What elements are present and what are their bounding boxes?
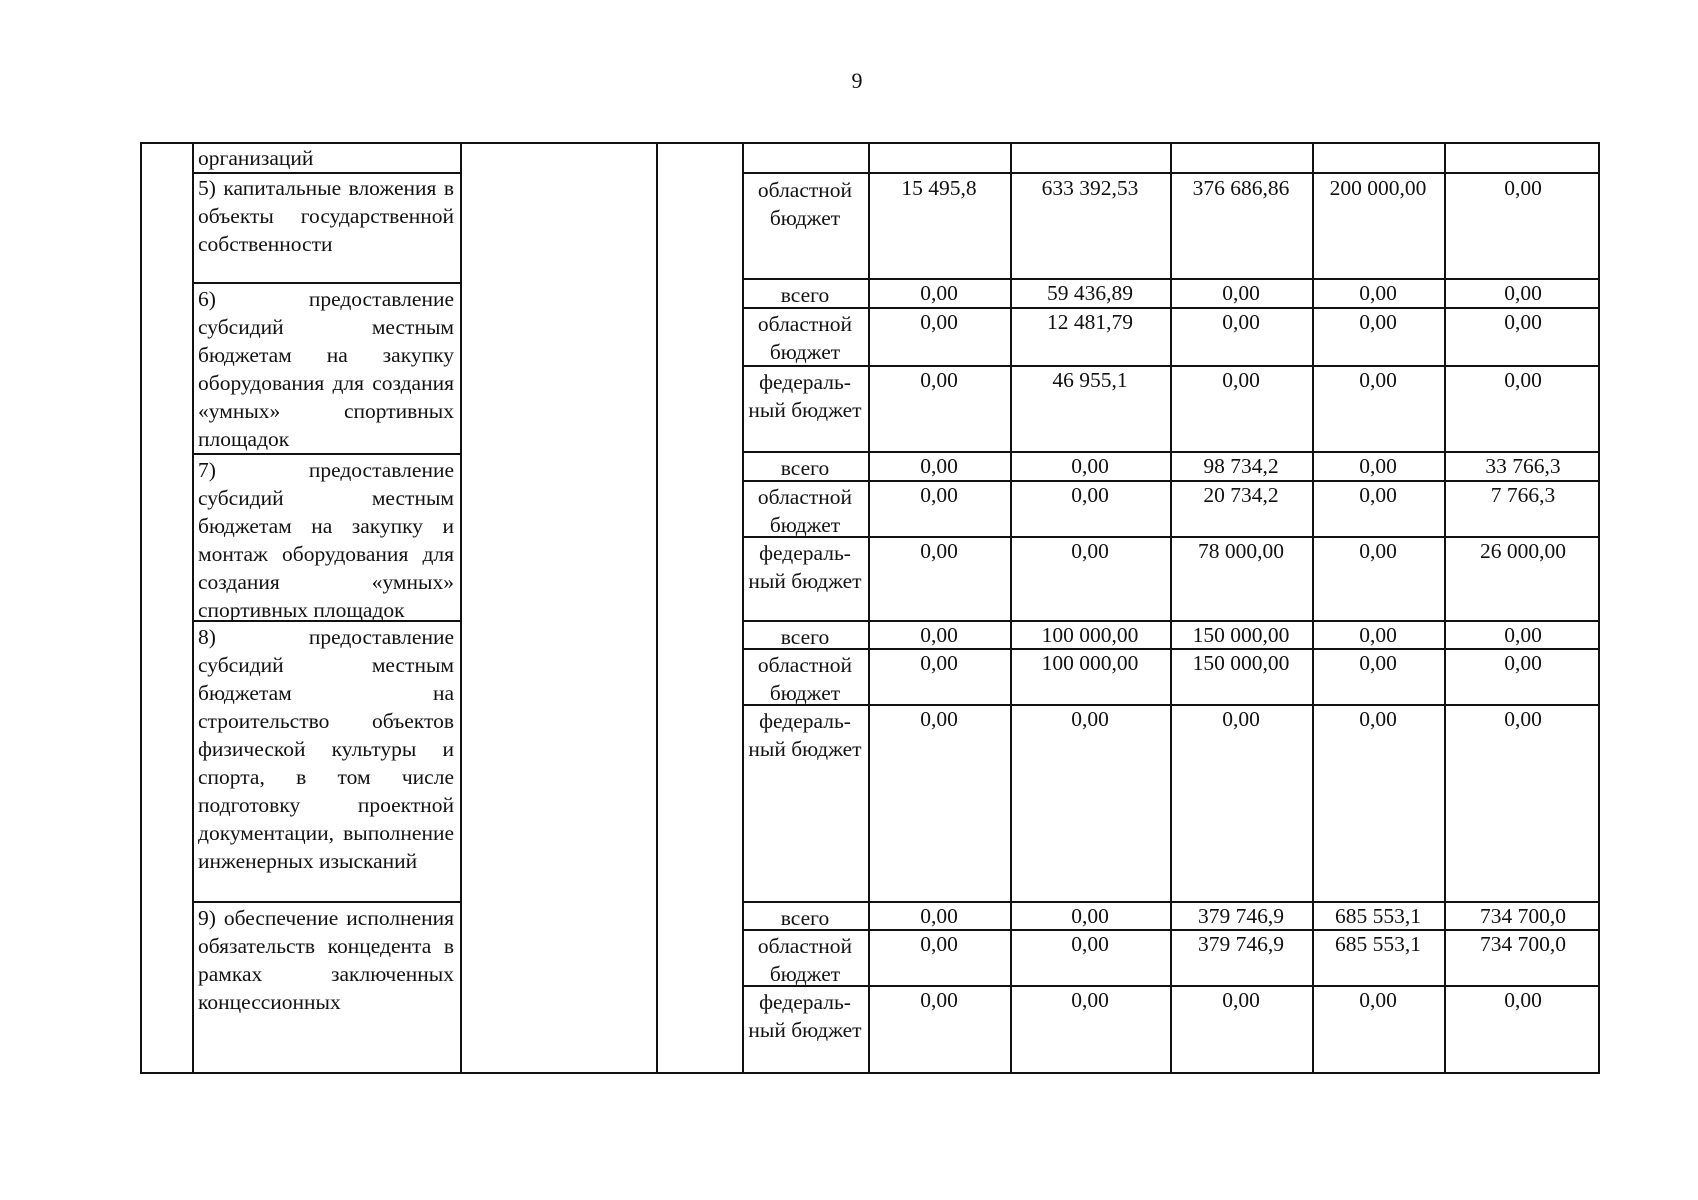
value-cell: 0,00 (920, 932, 958, 956)
funding-source: областной бюджет (757, 934, 853, 986)
value-cell: 0,00 (1504, 310, 1542, 334)
value-cell: 0,00 (1359, 454, 1397, 478)
value-cell: 0,00 (1071, 539, 1109, 563)
measure-5-label: 5) капитальные вложения в объекты государственной собственности (198, 176, 454, 256)
value-cell: 0,00 (1071, 454, 1109, 478)
value-cell: 0,00 (1222, 707, 1260, 731)
value-cell: 26 000,00 (1480, 539, 1566, 563)
value-cell: 0,00 (1504, 281, 1542, 305)
col-border (656, 144, 658, 1072)
col-border (460, 144, 462, 1072)
value-cell: 685 553,1 (1335, 932, 1421, 956)
value-cell: 0,00 (1222, 368, 1260, 392)
value-cell: 98 734,2 (1203, 454, 1279, 478)
funding-source: федераль-ный бюджет (748, 990, 862, 1042)
funding-source: федераль-ный бюджет (748, 541, 862, 593)
value-cell: 0,00 (1504, 707, 1542, 731)
value-cell: 0,00 (1359, 623, 1397, 647)
value-cell: 20 734,2 (1203, 483, 1279, 507)
funding-source: областной бюджет (757, 178, 853, 230)
value-cell: 633 392,53 (1041, 176, 1139, 200)
funding-source: федераль-ный бюджет (748, 370, 862, 422)
value-cell: 0,00 (920, 707, 958, 731)
value-cell: 0,00 (1222, 988, 1260, 1012)
value-cell: 0,00 (1359, 368, 1397, 392)
value-cell: 59 436,89 (1047, 281, 1133, 305)
value-cell: 0,00 (1071, 707, 1109, 731)
value-cell: 0,00 (920, 310, 958, 334)
value-cell: 0,00 (1504, 651, 1542, 675)
value-cell: 100 000,00 (1041, 651, 1139, 675)
value-cell: 379 746,9 (1198, 904, 1284, 928)
value-cell: 100 000,00 (1041, 623, 1139, 647)
row-border (192, 453, 460, 455)
funding-source: областной бюджет (757, 485, 853, 537)
budget-table (140, 142, 1600, 1074)
value-cell: 0,00 (1071, 988, 1109, 1012)
value-cell: 376 686,86 (1192, 176, 1290, 200)
funding-source: всего (780, 625, 830, 649)
measure-8-label: 8) предоставление субсидий местным бюджетам на строительство объектов физической культуры и спорта, в том числе подготовку проектной документации, выполнение инженерных изысканий (198, 625, 454, 873)
value-cell: 0,00 (1504, 623, 1542, 647)
funding-source: областной бюджет (757, 312, 853, 364)
measure-6-label: 6) предоставление субсидий местным бюджетам на закупку оборудования для создания «умных» спортивных площадок (198, 287, 454, 451)
value-cell: 379 746,9 (1198, 932, 1284, 956)
measure-7-label: 7) предоставление субсидий местным бюджетам на закупку и монтаж оборудования для создания «умных» спортивных площадок (198, 458, 454, 622)
value-cell: 0,00 (1071, 932, 1109, 956)
value-cell: 150 000,00 (1192, 651, 1290, 675)
value-cell: 33 766,3 (1485, 454, 1561, 478)
value-cell: 0,00 (920, 623, 958, 647)
value-cell: 0,00 (920, 904, 958, 928)
value-cell: 0,00 (1359, 310, 1397, 334)
measure-9-label: 9) обеспечение исполнения обязательств концедента в рамках заключенных концессионных (198, 906, 454, 1014)
value-cell: 734 700,0 (1480, 932, 1566, 956)
value-cell: 0,00 (1359, 483, 1397, 507)
value-cell: 0,00 (920, 368, 958, 392)
value-cell: 0,00 (1359, 988, 1397, 1012)
value-cell: 0,00 (1359, 281, 1397, 305)
value-cell: 734 700,0 (1480, 904, 1566, 928)
value-cell: 12 481,79 (1047, 310, 1133, 334)
value-cell: 200 000,00 (1329, 176, 1427, 200)
value-cell: 0,00 (1504, 988, 1542, 1012)
value-cell: 0,00 (920, 988, 958, 1012)
value-cell: 46 955,1 (1052, 368, 1128, 392)
funding-source: всего (780, 906, 830, 930)
funding-source: всего (780, 283, 830, 307)
value-cell: 0,00 (920, 539, 958, 563)
header-fragment: организаций (198, 146, 314, 170)
value-cell: 0,00 (1504, 176, 1542, 200)
value-cell: 0,00 (1359, 651, 1397, 675)
row-border (192, 901, 460, 903)
row-border (192, 282, 460, 284)
value-cell: 0,00 (1071, 904, 1109, 928)
value-cell: 685 553,1 (1335, 904, 1421, 928)
value-cell: 0,00 (920, 454, 958, 478)
funding-source: всего (780, 456, 830, 480)
value-cell: 0,00 (1222, 281, 1260, 305)
value-cell: 0,00 (920, 281, 958, 305)
funding-source: федераль-ный бюджет (748, 709, 862, 761)
value-cell: 150 000,00 (1192, 623, 1290, 647)
value-cell: 78 000,00 (1198, 539, 1284, 563)
value-cell: 0,00 (920, 651, 958, 675)
value-cell: 0,00 (1222, 310, 1260, 334)
value-cell: 0,00 (1359, 539, 1397, 563)
value-cell: 15 495,8 (901, 176, 977, 200)
value-cell: 0,00 (1504, 368, 1542, 392)
value-cell: 7 766,3 (1490, 483, 1556, 507)
funding-source: областной бюджет (757, 653, 853, 705)
value-cell: 0,00 (920, 483, 958, 507)
value-cell: 0,00 (1359, 707, 1397, 731)
value-cell: 0,00 (1071, 483, 1109, 507)
page-number: 9 (851, 68, 863, 93)
